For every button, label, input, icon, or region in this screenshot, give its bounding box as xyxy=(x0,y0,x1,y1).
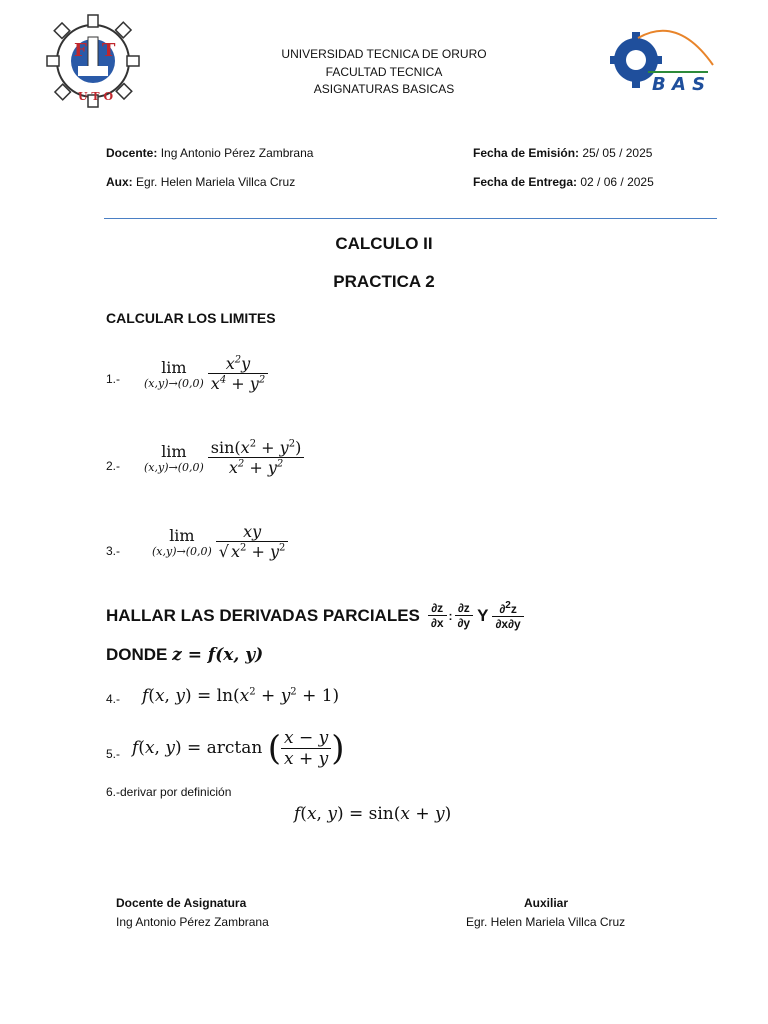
section-limits-heading: CALCULAR LOS LIMITES xyxy=(106,310,276,326)
problem-3-formula: lim (x,y)→(0,0) $\frac{xy}{√ x^2 + y^2}$ xyxy=(152,522,288,561)
problem-1-formula: lim (x,y)→(0,0) $\frac{x^2y}{x^4 + y^2}$ xyxy=(144,354,268,393)
aux-value: Egr. Helen Mariela Villca Cruz xyxy=(136,175,296,189)
faculty-name: FACULTAD TECNICA xyxy=(325,65,443,79)
problem-2-formula: lim (x,y)→(0,0) $\frac{\sin(x^2 + y^2)}{x^2 + y^2}$ xyxy=(144,438,304,477)
bas-logo xyxy=(608,20,718,100)
docente-line xyxy=(106,146,313,160)
entrega-label: Fecha de Entrega: xyxy=(473,175,578,189)
donde-line: DONDE z = f(x, y) xyxy=(106,645,264,665)
problem-3-number: 3.- xyxy=(106,544,121,558)
problem-6-formula: f(x, y) = sin(x + y) xyxy=(294,804,452,824)
left-signature-title: Docente de Asignatura xyxy=(116,896,247,910)
svg-text:B A S: B A S xyxy=(652,74,706,95)
course-title: CALCULO II xyxy=(335,234,433,253)
right-signature-name: Egr. Helen Mariela Villca Cruz xyxy=(466,915,626,929)
lim-sub: (x,y)→(0,0) xyxy=(144,460,204,474)
practice-title: PRACTICA 2 xyxy=(333,272,435,291)
lim-word: lim xyxy=(161,441,187,461)
aux-label: Aux: xyxy=(106,175,133,189)
header-divider xyxy=(104,218,717,219)
right-signature-title: Auxiliar xyxy=(524,896,569,910)
lim-sub: (x,y)→(0,0) xyxy=(144,376,204,390)
donde-word: DONDE xyxy=(106,645,168,664)
left-signature-name: Ing Antonio Pérez Zambrana xyxy=(116,915,269,929)
entrega-value: 02 / 06 / 2025 xyxy=(580,175,654,189)
problem-5-number: 5.- xyxy=(106,747,121,761)
svg-text:T: T xyxy=(102,40,116,61)
section-derivatives-heading: HALLAR LAS DERIVADAS PARCIALES $\frac{\partial z}{\partial x}$ : $\frac{\partial z}{\partial y}$ Y $\frac{\partial^2z}{\partial x\partial y}$ xyxy=(106,600,524,631)
docente-value: Ing Antonio Pérez Zambrana xyxy=(160,146,314,160)
emision-value: 25/ 05 / 2025 xyxy=(582,146,653,160)
svg-text:F: F xyxy=(74,40,87,61)
emision-line xyxy=(473,146,652,160)
problem-4-number: 4.- xyxy=(106,692,121,706)
department-name: ASIGNATURAS BASICAS xyxy=(313,82,455,96)
docente-label: Docente: xyxy=(106,146,158,160)
problem-1-number: 1.- xyxy=(106,372,121,386)
svg-text:U T O: U T O xyxy=(78,90,114,103)
problem-6-text: 6.-derivar por definición xyxy=(106,785,232,799)
derivatives-heading-text: HALLAR LAS DERIVADAS PARCIALES xyxy=(106,605,420,625)
problem-2-number: 2.- xyxy=(106,459,121,473)
entrega-line xyxy=(473,175,654,189)
lim-word: lim xyxy=(169,525,195,545)
problem-5-formula: f(x, y) = arctan ( $\frac{x - y}{x + y}$ ) xyxy=(132,728,345,769)
university-name: UNIVERSIDAD TECNICA DE ORURO xyxy=(281,47,487,61)
aux-line xyxy=(106,175,295,189)
problem-4-formula: f(x, $y) = \ln(x^2 + y^2 + 1)$ xyxy=(142,686,340,706)
emision-label: Fecha de Emisión: xyxy=(473,146,580,160)
lim-sub: (x,y)→(0,0) xyxy=(152,544,212,558)
lim-word: lim xyxy=(161,357,187,377)
cog-icon xyxy=(608,20,718,100)
and-word: Y xyxy=(477,605,489,625)
